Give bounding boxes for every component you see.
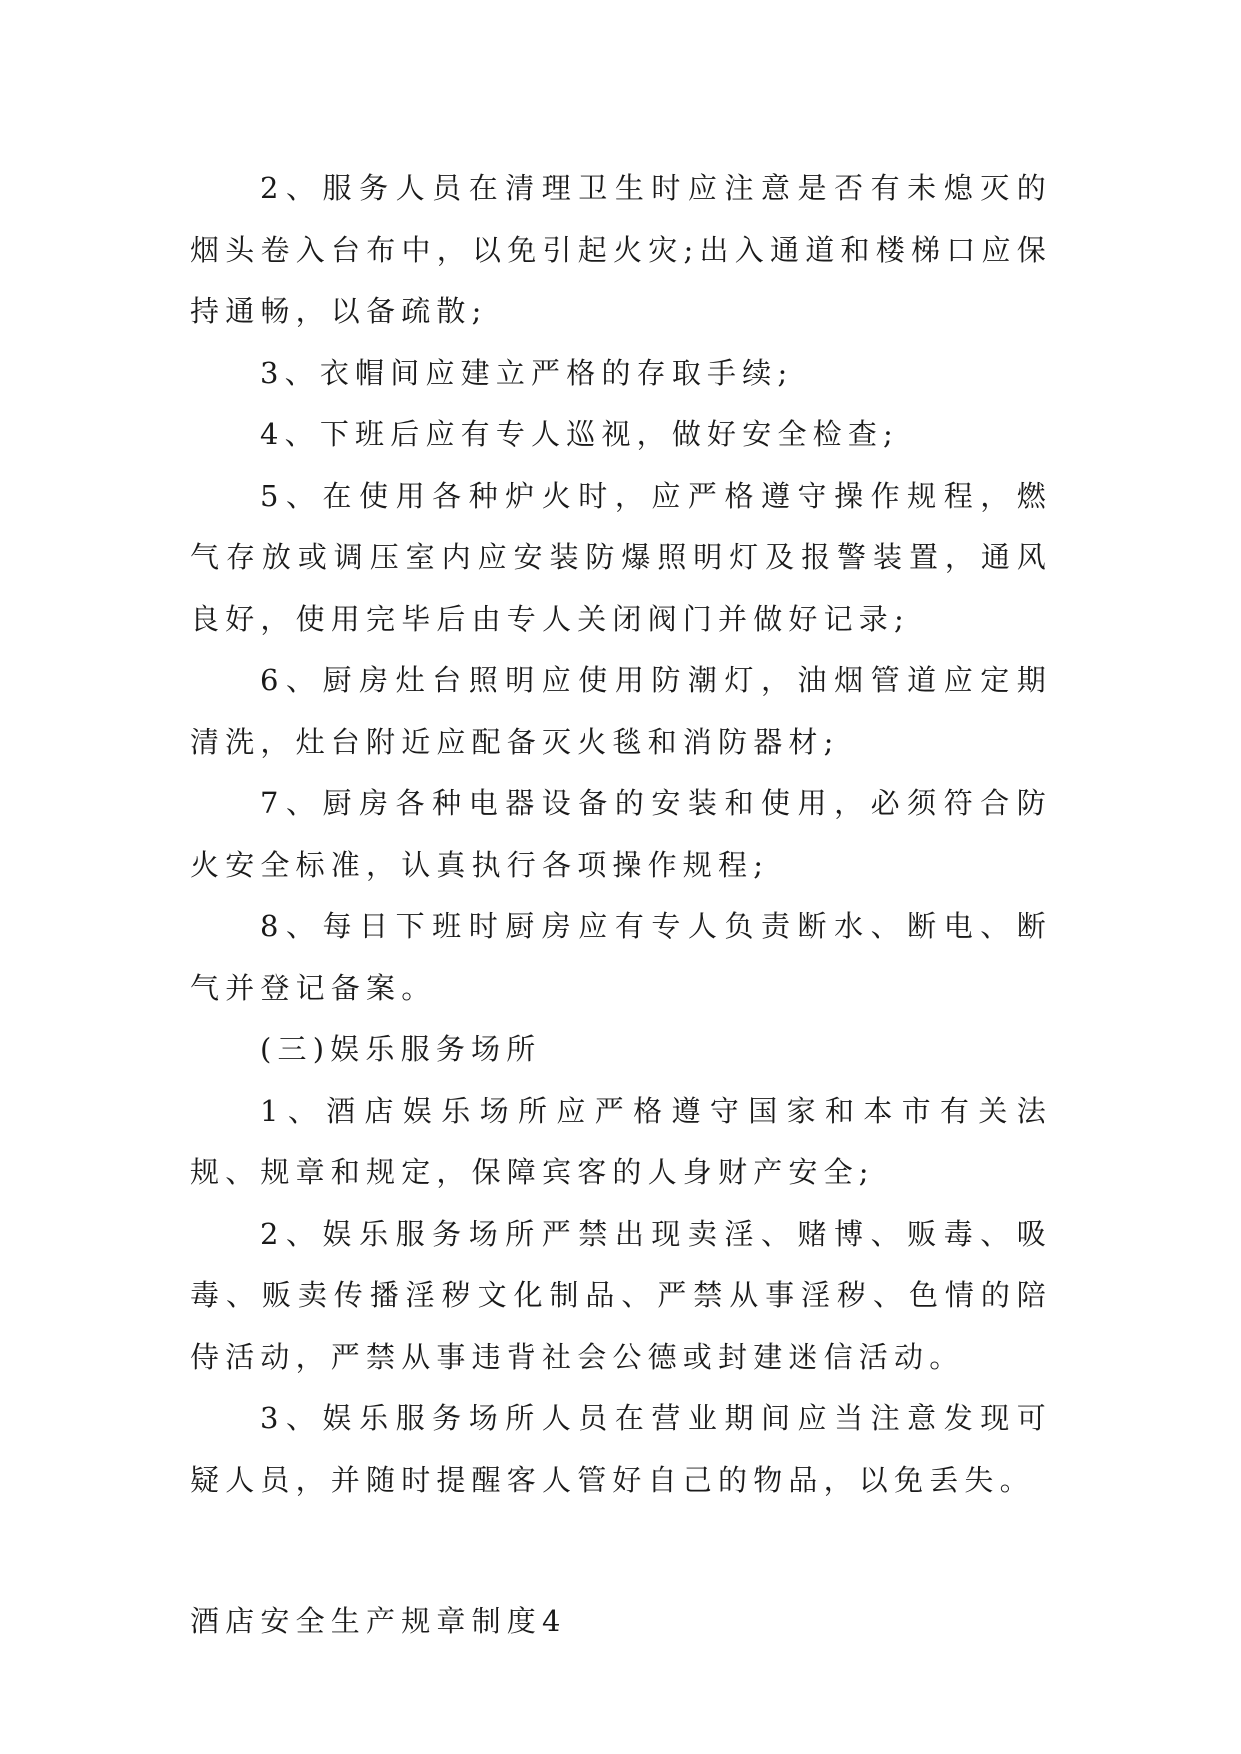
paragraph-entertainment-2: 2、娱乐服务场所严禁出现卖淫、赌博、贩毒、吸毒、贩卖传播淫秽文化制品、严禁从事淫秽、色情的陪侍活动，严禁从事违背社会公德或封建迷信活动。 (190, 1216, 1052, 1374)
paragraph-item-7-electrical: 7、厨房各种电器设备的安装和使用，必须符合防火安全标准，认真执行各项操作规程; (190, 786, 1052, 882)
paragraph-item-3-cloakroom: 3、衣帽间应建立严格的存取手续; (260, 355, 794, 390)
paragraph-item-6-kitchen-lighting: 6、厨房灶台照明应使用防潮灯，油烟管道应定期清洗，灶台附近应配备灭火毯和消防器材; (190, 663, 1052, 759)
paragraph-item-2-cleaning: 2、服务人员在清理卫生时应注意是否有未熄灭的烟头卷入台布中，以免引起火灾;出入通道和楼梯口应保持通畅，以备疏散; (190, 171, 1052, 328)
paragraph-entertainment-1: 1、酒店娱乐场所应严格遵守国家和本市有关法规、规章和规定，保障宾客的人身财产安全; (190, 1093, 1052, 1189)
section-heading: 酒店安全生产规章制度4 (190, 1604, 567, 1638)
paragraph-item-8-shutdown: 8、每日下班时厨房应有专人负责断水、断电、断气并登记备案。 (190, 909, 1052, 1005)
subsection-heading-entertainment: (三)娱乐服务场所 (260, 1032, 542, 1066)
paragraph-item-5-stoves: 5、在使用各种炉火时，应严格遵守操作规程，燃气存放或调压室内应安装防爆照明灯及报警装置，通风良好，使用完毕后由专人关闭阀门并做好记录; (190, 478, 1052, 636)
section-spacer (190, 1511, 1052, 1591)
document-body (190, 158, 1052, 1653)
paragraph-item-4-patrol: 4、下班后应有专人巡视，做好安全检查; (260, 417, 900, 451)
paragraph-entertainment-3: 3、娱乐服务场所人员在营业期间应当注意发现可疑人员，并随时提醒客人管好自己的物品，以免丢失。 (190, 1401, 1052, 1497)
